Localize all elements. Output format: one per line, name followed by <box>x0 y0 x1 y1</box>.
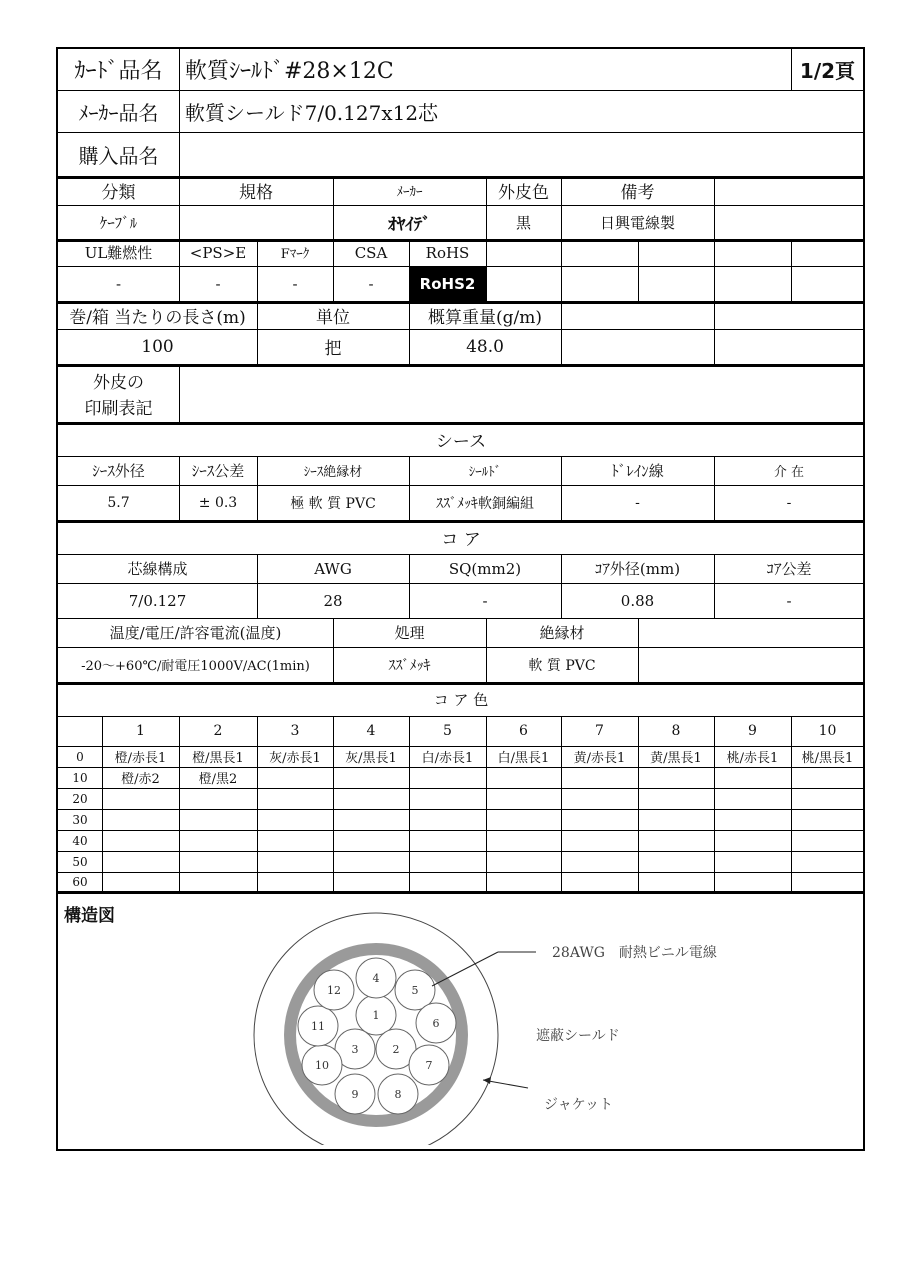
core-color-cell <box>409 830 486 851</box>
core-color-row-label: 50 <box>72 854 88 869</box>
cable-cross-section-diagram <box>58 895 864 1145</box>
core-color-cell <box>638 851 714 872</box>
packaging-header <box>561 301 714 329</box>
core-color-cell <box>333 851 409 872</box>
print-value <box>179 364 864 422</box>
certification-header <box>714 239 791 266</box>
jacket-label: ジャケット <box>544 1097 614 1113</box>
core-color-cell <box>638 809 714 830</box>
certification-value <box>791 266 864 301</box>
core-number: 1 <box>372 1009 380 1022</box>
core-color-cell <box>714 767 791 788</box>
core-title: コ ア <box>441 529 481 550</box>
core-color-cell <box>486 851 561 872</box>
packaging-value: 100 <box>141 336 174 357</box>
core-value: 28 <box>323 591 343 610</box>
structure-title: 構造図 <box>64 905 115 925</box>
core-number: 9 <box>351 1088 359 1101</box>
core-number: 11 <box>311 1020 325 1033</box>
sheath-header: ｼｰｽ公差 <box>191 462 245 480</box>
core-number: 7 <box>425 1059 433 1072</box>
core-color-cell <box>638 872 714 891</box>
shield-label: 遮蔽シールド <box>536 1028 620 1044</box>
core-value-2: ｽｽﾞﾒｯｷ <box>388 657 431 674</box>
print-label-line2: 印刷表記 <box>84 399 153 419</box>
core-color-cell <box>333 788 409 809</box>
classification-value: 黒 <box>515 213 531 232</box>
certification-value: RoHS2 <box>409 266 486 301</box>
core-color-column-header: 5 <box>443 723 452 739</box>
sheath-value: ± 0.3 <box>198 494 238 511</box>
certification-value <box>486 266 561 301</box>
core-color-cell <box>791 851 864 872</box>
core-color-column-header: 10 <box>818 723 837 739</box>
core-color-cell <box>179 809 257 830</box>
page-number: 1/2頁 <box>799 59 856 83</box>
core-color-cell <box>561 767 638 788</box>
conductor-label: 28AWG 耐熱ビニル電線 <box>552 945 717 961</box>
core-color-cell <box>409 788 486 809</box>
core-color-cell <box>179 830 257 851</box>
classification-value <box>179 205 333 239</box>
core-value: - <box>786 591 792 610</box>
core-color-cell <box>102 788 179 809</box>
classification-header: 備考 <box>620 183 655 203</box>
classification-value <box>714 205 864 239</box>
core-value: - <box>482 591 488 610</box>
core-color-column-header: 4 <box>366 723 376 739</box>
core-color-cell <box>561 851 638 872</box>
core-header: AWG <box>314 559 352 578</box>
core-color-row-label: 30 <box>72 812 88 827</box>
certification-value: - <box>368 274 374 293</box>
sheath-header: ｼｰｽ外径 <box>92 462 145 480</box>
core-number: 10 <box>315 1059 329 1072</box>
classification-header: 外皮色 <box>498 183 549 203</box>
core-header: ｺｱ公差 <box>766 560 812 578</box>
sheath-value: 5.7 <box>107 494 130 511</box>
core-color-cell <box>409 809 486 830</box>
classification-header <box>714 176 864 205</box>
core-color-cell <box>791 788 864 809</box>
certification-header: UL難燃性 <box>84 244 153 262</box>
core-header-2: 絶縁材 <box>539 624 585 642</box>
core-color-cell <box>791 809 864 830</box>
core-color-cell <box>561 872 638 891</box>
core-color-cell <box>791 830 864 851</box>
core-color-cell <box>486 767 561 788</box>
certification-header <box>791 239 864 266</box>
core-color-column-header: 6 <box>519 723 528 739</box>
core-color-cell <box>791 767 864 788</box>
core-header-2 <box>638 618 864 647</box>
core-color-column-header: 2 <box>213 723 223 739</box>
core-color-cell <box>333 872 409 891</box>
core-color-cell <box>409 851 486 872</box>
sheath-value: - <box>786 494 792 511</box>
classification-header: ﾒｰｶｰ <box>396 185 423 200</box>
core-color-cell <box>638 788 714 809</box>
maker-name-label: ﾒｰｶｰ品名 <box>78 100 159 125</box>
core-number: 8 <box>394 1088 402 1101</box>
sheath-header: ｼｰｽ絶縁材 <box>303 465 363 480</box>
certification-header: RoHS <box>425 243 470 262</box>
packaging-header: 単位 <box>316 307 350 328</box>
core-color-cell <box>409 767 486 788</box>
certification-value <box>638 266 714 301</box>
classification-value: 日興電線製 <box>599 213 675 232</box>
core-color-cell <box>486 830 561 851</box>
core-color-cell <box>102 809 179 830</box>
core-number: 3 <box>351 1043 359 1056</box>
core-header: 芯線構成 <box>127 560 188 578</box>
core-color-cell <box>179 851 257 872</box>
core-color-cell <box>714 788 791 809</box>
core-color-column-header: 1 <box>136 723 145 739</box>
core-color-row-label: 20 <box>72 791 88 806</box>
core-color-cell <box>257 872 333 891</box>
core-color-cell <box>561 830 638 851</box>
core-color-cell: 灰/黒長1 <box>345 751 397 766</box>
core-color-cell <box>333 809 409 830</box>
core-color-cell <box>333 830 409 851</box>
core-color-title: コ ア 色 <box>433 690 489 709</box>
classification-header: 規格 <box>239 183 273 203</box>
sheath-value: - <box>635 494 640 511</box>
certification-value: - <box>292 274 298 293</box>
core-color-row-label: 40 <box>72 833 88 848</box>
sheath-header: ｼｰﾙﾄﾞ <box>468 465 502 480</box>
core-color-column-header: 8 <box>671 723 681 739</box>
certification-header <box>561 239 638 266</box>
packaging-value: 把 <box>324 339 342 359</box>
core-color-cell <box>102 872 179 891</box>
classification-value: ｹｰﾌﾞﾙ <box>99 213 138 232</box>
core-color-cell <box>486 872 561 891</box>
sheath-value: 極 軟 質 PVC <box>290 495 376 512</box>
core-value: 0.88 <box>620 591 655 610</box>
core-color-cell: 黄/黒長1 <box>650 751 702 766</box>
core-number: 4 <box>372 972 380 985</box>
core-color-row-label: 10 <box>72 770 88 785</box>
core-color-cell <box>561 788 638 809</box>
core-color-column-header: 9 <box>748 723 757 739</box>
certification-header <box>638 239 714 266</box>
core-color-column-header: 7 <box>595 723 604 739</box>
core-value-2: 軟 質 PVC <box>528 657 596 674</box>
sheath-value: ｽｽﾞﾒｯｷ軟銅編組 <box>436 495 534 512</box>
core-color-cell <box>486 809 561 830</box>
core-color-cell <box>179 788 257 809</box>
purchase-name-value <box>179 132 864 176</box>
packaging-value: 48.0 <box>466 336 504 357</box>
core-color-cell <box>714 809 791 830</box>
core-color-cell <box>333 767 409 788</box>
core-color-cell <box>714 872 791 891</box>
core-color-cell: 橙/赤2 <box>121 772 160 787</box>
certification-value <box>714 266 791 301</box>
core-color-cell <box>714 851 791 872</box>
core-color-cell <box>179 872 257 891</box>
packaging-value <box>714 329 864 364</box>
core-number: 12 <box>327 984 341 997</box>
spec-card <box>56 47 865 1151</box>
core-color-cell: 橙/黒長1 <box>192 751 244 766</box>
core-color-cell <box>102 830 179 851</box>
print-label-line1: 外皮の <box>93 372 144 393</box>
core-header-2: 温度/電圧/許容電流(温度) <box>109 624 282 642</box>
core-color-cell <box>257 788 333 809</box>
core-value: 7/0.127 <box>128 591 187 610</box>
packaging-header <box>714 301 864 329</box>
core-color-cell <box>257 851 333 872</box>
core-color-cell: 白/赤長1 <box>421 751 474 766</box>
core-color-cell: 桃/赤長1 <box>726 751 779 766</box>
core-color-cell <box>257 830 333 851</box>
core-color-cell <box>102 851 179 872</box>
core-color-cell: 桃/黒長1 <box>801 751 854 766</box>
core-color-cell <box>638 830 714 851</box>
core-color-cell: 橙/黒2 <box>198 772 238 787</box>
core-color-cell <box>257 767 333 788</box>
core-number: 2 <box>392 1043 400 1056</box>
card-name-label: ｶｰﾄﾞ品名 <box>74 59 163 84</box>
core-header-2: 処理 <box>394 624 425 642</box>
maker-name-value: 軟質シールド7/0.127x12芯 <box>185 100 439 125</box>
core-color-cell <box>791 872 864 891</box>
core-number: 6 <box>432 1017 440 1030</box>
core-color-cell <box>486 788 561 809</box>
card-name-value: 軟質ｼｰﾙﾄﾞ#28×12C <box>185 59 394 84</box>
core-value-2 <box>638 647 864 682</box>
certification-value: - <box>215 274 221 293</box>
core-color-cell: 橙/赤長1 <box>114 751 167 766</box>
core-color-cell <box>561 809 638 830</box>
core-color-cell: 白/黒長1 <box>497 751 550 766</box>
packaging-header: 巻/箱 当たりの長さ(m) <box>69 307 246 328</box>
packaging-header: 概算重量(g/m) <box>428 307 542 328</box>
core-color-cell <box>714 830 791 851</box>
purchase-name-label: 購入品名 <box>78 143 159 168</box>
core-header: ｺｱ外径(mm) <box>594 560 681 578</box>
certification-value <box>561 266 638 301</box>
sheath-header: 介 在 <box>773 465 805 480</box>
certification-header: Fﾏｰｸ <box>280 247 310 262</box>
certification-header <box>486 239 561 266</box>
certification-header: CSA <box>354 243 388 262</box>
core-color-row-label: 0 <box>76 749 84 764</box>
packaging-value <box>561 329 714 364</box>
core-color-column-header: 3 <box>290 723 300 739</box>
core-color-cell <box>257 809 333 830</box>
core-color-cell: 黄/赤長1 <box>573 751 626 766</box>
core-color-cell: 灰/赤長1 <box>269 751 321 766</box>
classification-value: ｵﾔｲﾃﾞ <box>388 214 431 235</box>
core-color-row-label: 60 <box>72 874 88 889</box>
core-color-cell <box>638 767 714 788</box>
sheath-header: ﾄﾞﾚｲﾝ線 <box>611 462 664 480</box>
row-divider <box>58 891 864 894</box>
certification-header: <PS>E <box>189 243 247 262</box>
certification-value: - <box>115 274 122 293</box>
core-number: 5 <box>411 984 419 997</box>
core-header: SQ(mm2) <box>448 559 522 578</box>
sheath-title: シース <box>435 431 487 452</box>
core-value-2: -20～+60℃/耐電圧1000V/AC(1min) <box>81 659 310 674</box>
core-color-cell <box>409 872 486 891</box>
classification-header: 分類 <box>101 183 136 203</box>
